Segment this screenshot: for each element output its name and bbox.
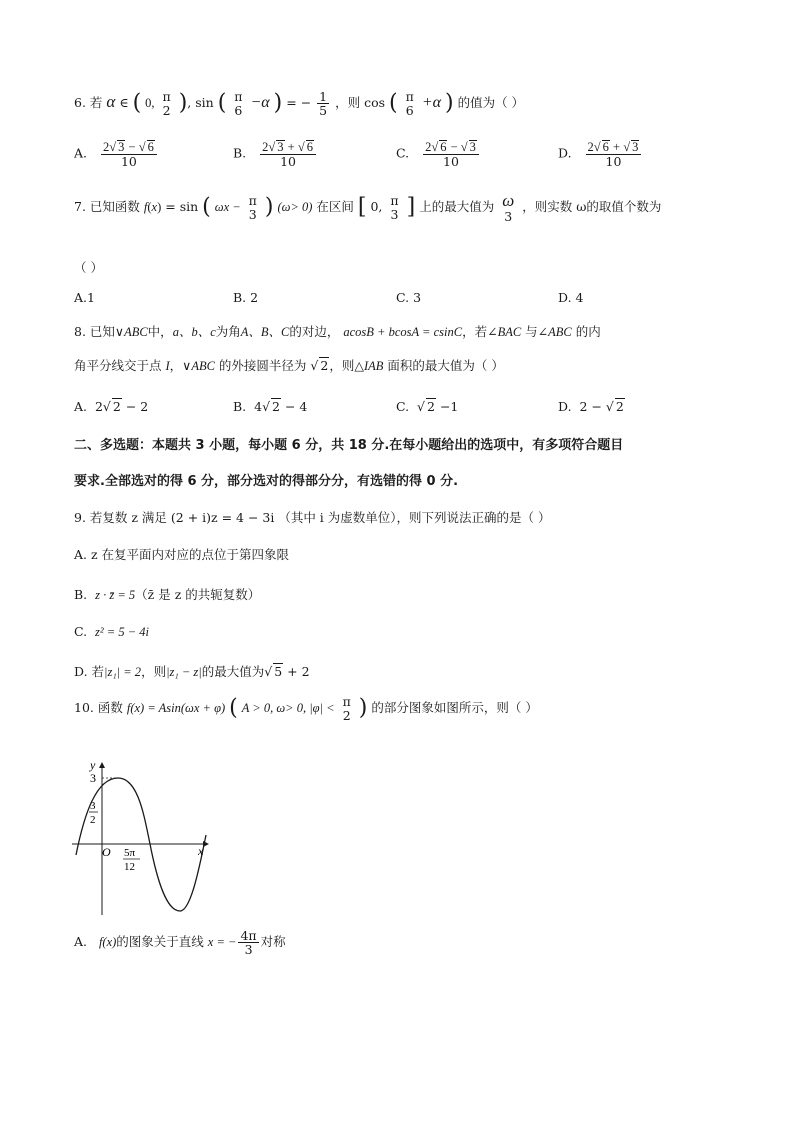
q8-line2: 角平分线交于点 I，∨ABC 的外接圆半径为 √ 2，则△IAB 面积的最大值为（ ）	[74, 358, 504, 373]
q6-pi-over-6-b: π 6	[405, 89, 414, 118]
q8-line1: 8. 已知∨ABC中，a、b、c为角A、B、C的对边， acosB + bcosA = csinC，若∠BAC 与∠ABC 的内	[74, 324, 601, 339]
q6-option-c[interactable]: C. $\frac{2√ 6 - √ 3}{10}$	[396, 140, 481, 168]
q6-cos: cos	[364, 95, 386, 110]
q8-option-a[interactable]: A. 2√ 2 − 2	[74, 399, 149, 414]
q7-interval-hi: π 3	[390, 193, 399, 222]
q7-fx: f(x)	[143, 200, 162, 214]
q7-option-a[interactable]: A.1	[74, 290, 95, 305]
q8-option-d[interactable]: D. 2 − √ 2	[558, 399, 624, 414]
q7-interval-lo: 0,	[370, 199, 383, 214]
q6-option-b[interactable]: B. $\frac{2√ 3 + √ 6}{10}$	[233, 140, 318, 168]
q10-option-a[interactable]: A. f(x)的图象关于直线 x = − $\frac{4\pi}{3}$ 对称	[74, 927, 286, 957]
q6-then: ，则	[335, 95, 361, 110]
q7-prefix: 7. 已知函数	[74, 199, 140, 214]
q6-alpha: α	[106, 92, 116, 111]
q7-omega-count: ω的取值个数为	[576, 199, 662, 214]
q8-radius-sqrt: 2	[320, 358, 329, 373]
q6-minus-alpha: −α	[250, 94, 270, 111]
tick-y-mid-num: 3	[90, 800, 96, 812]
q6-pi-over-6: π 6	[234, 89, 243, 118]
q10-stem: 10. 函数 f(x) = Asin(ωx + φ) ( A > 0, ω> 0, |φ| < π 2 ) 的部分图象如图所示，则（ ）	[74, 694, 538, 723]
q10-function: f(x) = Asin(ωx + φ)	[126, 701, 226, 715]
section2-heading-line1: 二、多选题：本题共 3 小题，每小题 6 分，共 18 分.在每小题给出的选项中，有多项符合题目	[74, 438, 624, 453]
q6-option-d[interactable]: D. $\frac{2√ 6 + √ 3}{10}$	[558, 140, 643, 168]
tick-y-mid-den: 2	[90, 814, 96, 826]
section2-heading-line2: 要求.全部选对的得 6 分，部分选对的得部分分，有选错的得 0 分.	[74, 474, 459, 489]
q8-option-c[interactable]: C. √ 2 −1	[396, 399, 459, 414]
q10-graph	[60, 755, 220, 925]
q8-option-b[interactable]: B. 4√ 2 − 4	[233, 399, 308, 414]
q7-stem: 7. 已知函数 f(x) = sin ( ωx − π 3 ) (ω> 0) 在区间 [ 0, π 3 ] 上的最大值为 ω 3 ，则实数 ω的取值个数为	[74, 191, 662, 224]
q9-option-c[interactable]: C. z² = 5 − 4i	[74, 624, 150, 639]
tick-x-den: 12	[124, 861, 135, 873]
q7-option-d[interactable]: D. 4	[558, 290, 584, 305]
q6-tail: 的值为（ ）	[457, 95, 525, 110]
q7-on-max: 上的最大值为	[419, 199, 495, 214]
q7-real: ，则实数	[522, 199, 573, 214]
q6-eq-neg: = −	[286, 95, 312, 110]
q7-option-b[interactable]: B. 2	[233, 290, 259, 305]
x-axis-label: x	[198, 844, 204, 858]
q6-sin: sin	[195, 95, 214, 110]
q6-option-a[interactable]: A. $\frac{2√ 3 - √ 6}{10}$	[74, 140, 159, 168]
q6-one-fifth: $\frac{1}{5}$	[319, 88, 328, 118]
q6-pi-over-2: π 2	[162, 89, 171, 118]
q6-in: ∈	[119, 95, 129, 110]
q9-option-d[interactable]: D. 若|z₁| = 2，则|z₁ − z|的最大值为√ 5 + 2	[74, 664, 310, 679]
q9-option-a[interactable]: A. z 在复平面内对应的点位于第四象限	[74, 547, 290, 562]
q7-in-interval: 在区间	[316, 199, 354, 214]
q9-stem: 9. 若复数 z 满足 (2 + i)z = 4 − 3i （其中 i 为虚数单位），则下列说法正确的是（ ）	[74, 510, 551, 525]
q6-plus-alpha: +α	[421, 94, 442, 111]
q10-condition: A > 0, ω> 0, |φ| <	[241, 701, 335, 715]
q7-eq-sin: = sin	[165, 199, 199, 214]
q6-prefix: 6. 若	[74, 95, 103, 110]
q6-stem: 6. 若 α ∈ ( 0, π 2 ), sin ( π 6 −α ) = − $\frac{1}{5}$ ，则 cos ( π 6 +α ) 的值为（ ）	[74, 88, 525, 118]
q6-interval-lo: 0,	[145, 96, 155, 110]
q7-pi-over-3: π 3	[248, 193, 257, 222]
tick-y-top: 3	[90, 771, 96, 785]
q7-option-c[interactable]: C. 3	[396, 290, 422, 305]
y-axis-label: y	[90, 758, 96, 772]
origin-label: O	[102, 845, 111, 859]
tick-x-num: 5π	[124, 847, 136, 859]
q7-paren: （ ）	[74, 260, 103, 275]
q7-omega-cond: (ω> 0)	[277, 200, 313, 214]
q9-option-b[interactable]: B. z · z̄ = 5（z̄ 是 z 的共轭复数）	[74, 587, 261, 602]
q7-omega-over-3: ω 3	[502, 191, 515, 224]
q8-equation: acosB + bcosA = csinC	[343, 325, 463, 339]
q7-omega-x: ωx −	[214, 200, 241, 214]
